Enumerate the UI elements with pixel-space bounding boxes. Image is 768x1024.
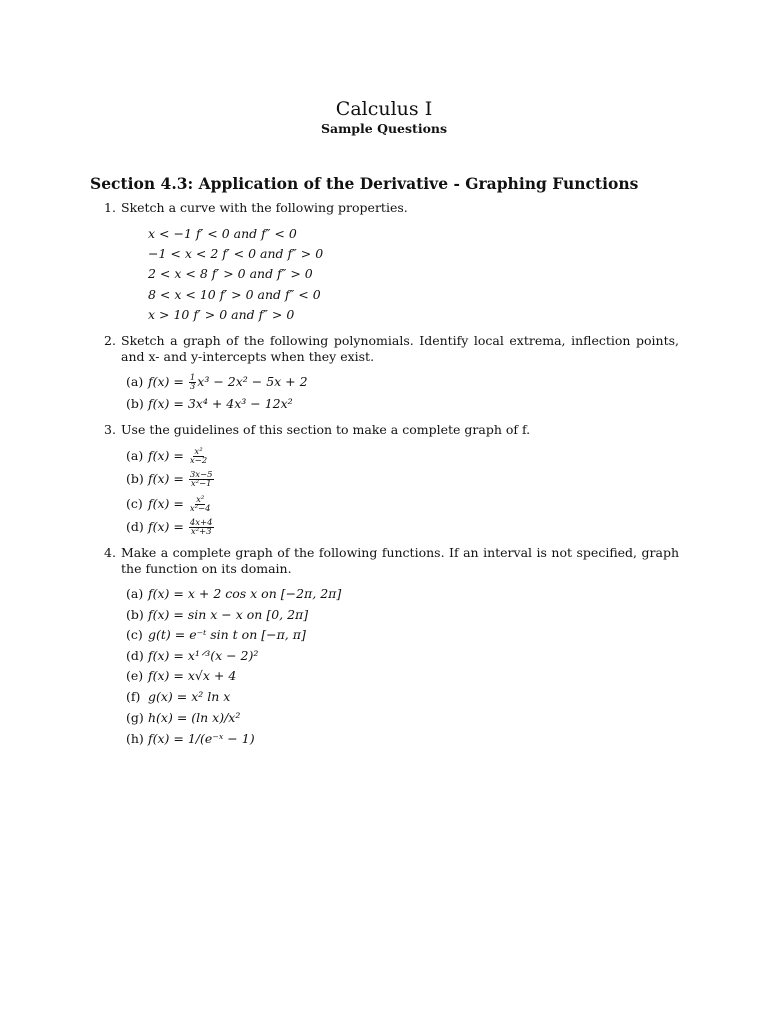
fraction-denominator: x−2 (189, 456, 208, 466)
item-expression: f(x) = 1/(e⁻ˣ − 1) (148, 731, 255, 746)
question-number: 3. (104, 422, 116, 437)
item-expression: g(t) = e⁻ᵗ sin t on [−π, π] (148, 627, 306, 642)
document-title: Calculus I (335, 98, 433, 120)
item-label: (a) (126, 374, 144, 389)
question-number: 2. (104, 333, 116, 348)
fraction-numerator: x² (194, 447, 203, 457)
item-lhs: f(x) = (148, 448, 188, 463)
list-item (126, 607, 308, 622)
list-item (126, 648, 258, 663)
item-expression: f(x) = 3x⁴ + 4x³ − 12x² (148, 396, 293, 411)
item-label: (g) (126, 710, 144, 725)
item-label: (a) (126, 586, 144, 601)
list-item (126, 689, 230, 704)
section-heading: Section 4.3: Application of the Derivative - Graphing Functions (90, 174, 639, 193)
item-label: (c) (126, 627, 143, 642)
item-expression: h(x) = (ln x)/x² (148, 710, 241, 725)
fraction (189, 496, 212, 513)
list-item (126, 374, 308, 391)
fraction (189, 519, 214, 536)
fraction-denominator: x²+3 (190, 527, 212, 537)
question-1 (104, 200, 679, 216)
fraction-numerator: 1 (189, 373, 196, 383)
property-item: 2 < x < 8 f′ > 0 and f″ > 0 (148, 266, 313, 281)
fraction (189, 448, 208, 465)
item-label: (f) (126, 689, 141, 704)
item-label: (e) (126, 668, 144, 683)
item-rhs: x³ − 2x² − 5x + 2 (197, 374, 308, 389)
item-lhs: f(x) = (148, 374, 188, 389)
item-label: (b) (126, 607, 144, 622)
fraction (189, 471, 214, 488)
question-number: 4. (104, 545, 116, 560)
property-item: 8 < x < 10 f′ > 0 and f″ < 0 (148, 287, 321, 302)
question-text: Sketch a curve with the following properties. (121, 200, 408, 215)
item-expression: f(x) = x¹ᐟ³(x − 2)² (148, 648, 259, 663)
item-lhs: f(x) = (148, 496, 188, 511)
list-item (126, 471, 215, 488)
item-label: (b) (126, 396, 144, 411)
question-4 (104, 545, 679, 577)
item-lhs: f(x) = (148, 471, 188, 486)
fraction-numerator: 3x−5 (189, 470, 213, 480)
fraction-numerator: x² (196, 495, 205, 505)
item-expression: g(x) = x² ln x (148, 689, 231, 704)
list-item (126, 396, 293, 411)
document-subtitle: Sample Questions (320, 121, 448, 136)
item-label: (a) (126, 448, 144, 463)
list-item (126, 496, 213, 513)
property-item: −1 < x < 2 f′ < 0 and f″ > 0 (148, 246, 324, 261)
question-2 (104, 333, 679, 365)
list-item (126, 519, 215, 536)
item-label: (c) (126, 496, 143, 511)
question-text: Make a complete graph of the following functions. If an interval is not specified, graph the function on its domain. (121, 545, 679, 576)
item-label: (h) (126, 731, 144, 746)
item-expression: f(x) = x + 2 cos x on [−2π, 2π] (148, 586, 342, 601)
list-item (126, 710, 240, 725)
property-item: x > 10 f′ > 0 and f″ > 0 (148, 307, 295, 322)
list-item (126, 586, 341, 601)
fraction-denominator: 3 (189, 382, 196, 392)
question-text: Use the guidelines of this section to make a complete graph of f. (121, 422, 531, 437)
item-label: (d) (126, 519, 144, 534)
list-item (126, 668, 236, 683)
item-label: (b) (126, 471, 144, 486)
list-item (126, 627, 306, 642)
list-item (126, 448, 209, 465)
question-text: Sketch a graph of the following polynomials. Identify local extrema, inflection points, and x- and y-intercepts when they exist. (121, 333, 679, 364)
fraction-numerator: 4x+4 (189, 518, 213, 528)
item-expression: f(x) = x√x + 4 (148, 668, 237, 683)
item-lhs: f(x) = (148, 519, 188, 534)
fraction-denominator: x²−1 (190, 479, 212, 489)
question-number: 1. (104, 200, 116, 215)
fraction-denominator: x²−4 (189, 504, 211, 514)
question-3 (104, 422, 679, 438)
property-item: x < −1 f′ < 0 and f″ < 0 (148, 226, 297, 241)
list-item (126, 731, 255, 746)
item-label: (d) (126, 648, 144, 663)
item-expression: f(x) = sin x − x on [0, 2π] (148, 607, 309, 622)
fraction (189, 374, 196, 391)
